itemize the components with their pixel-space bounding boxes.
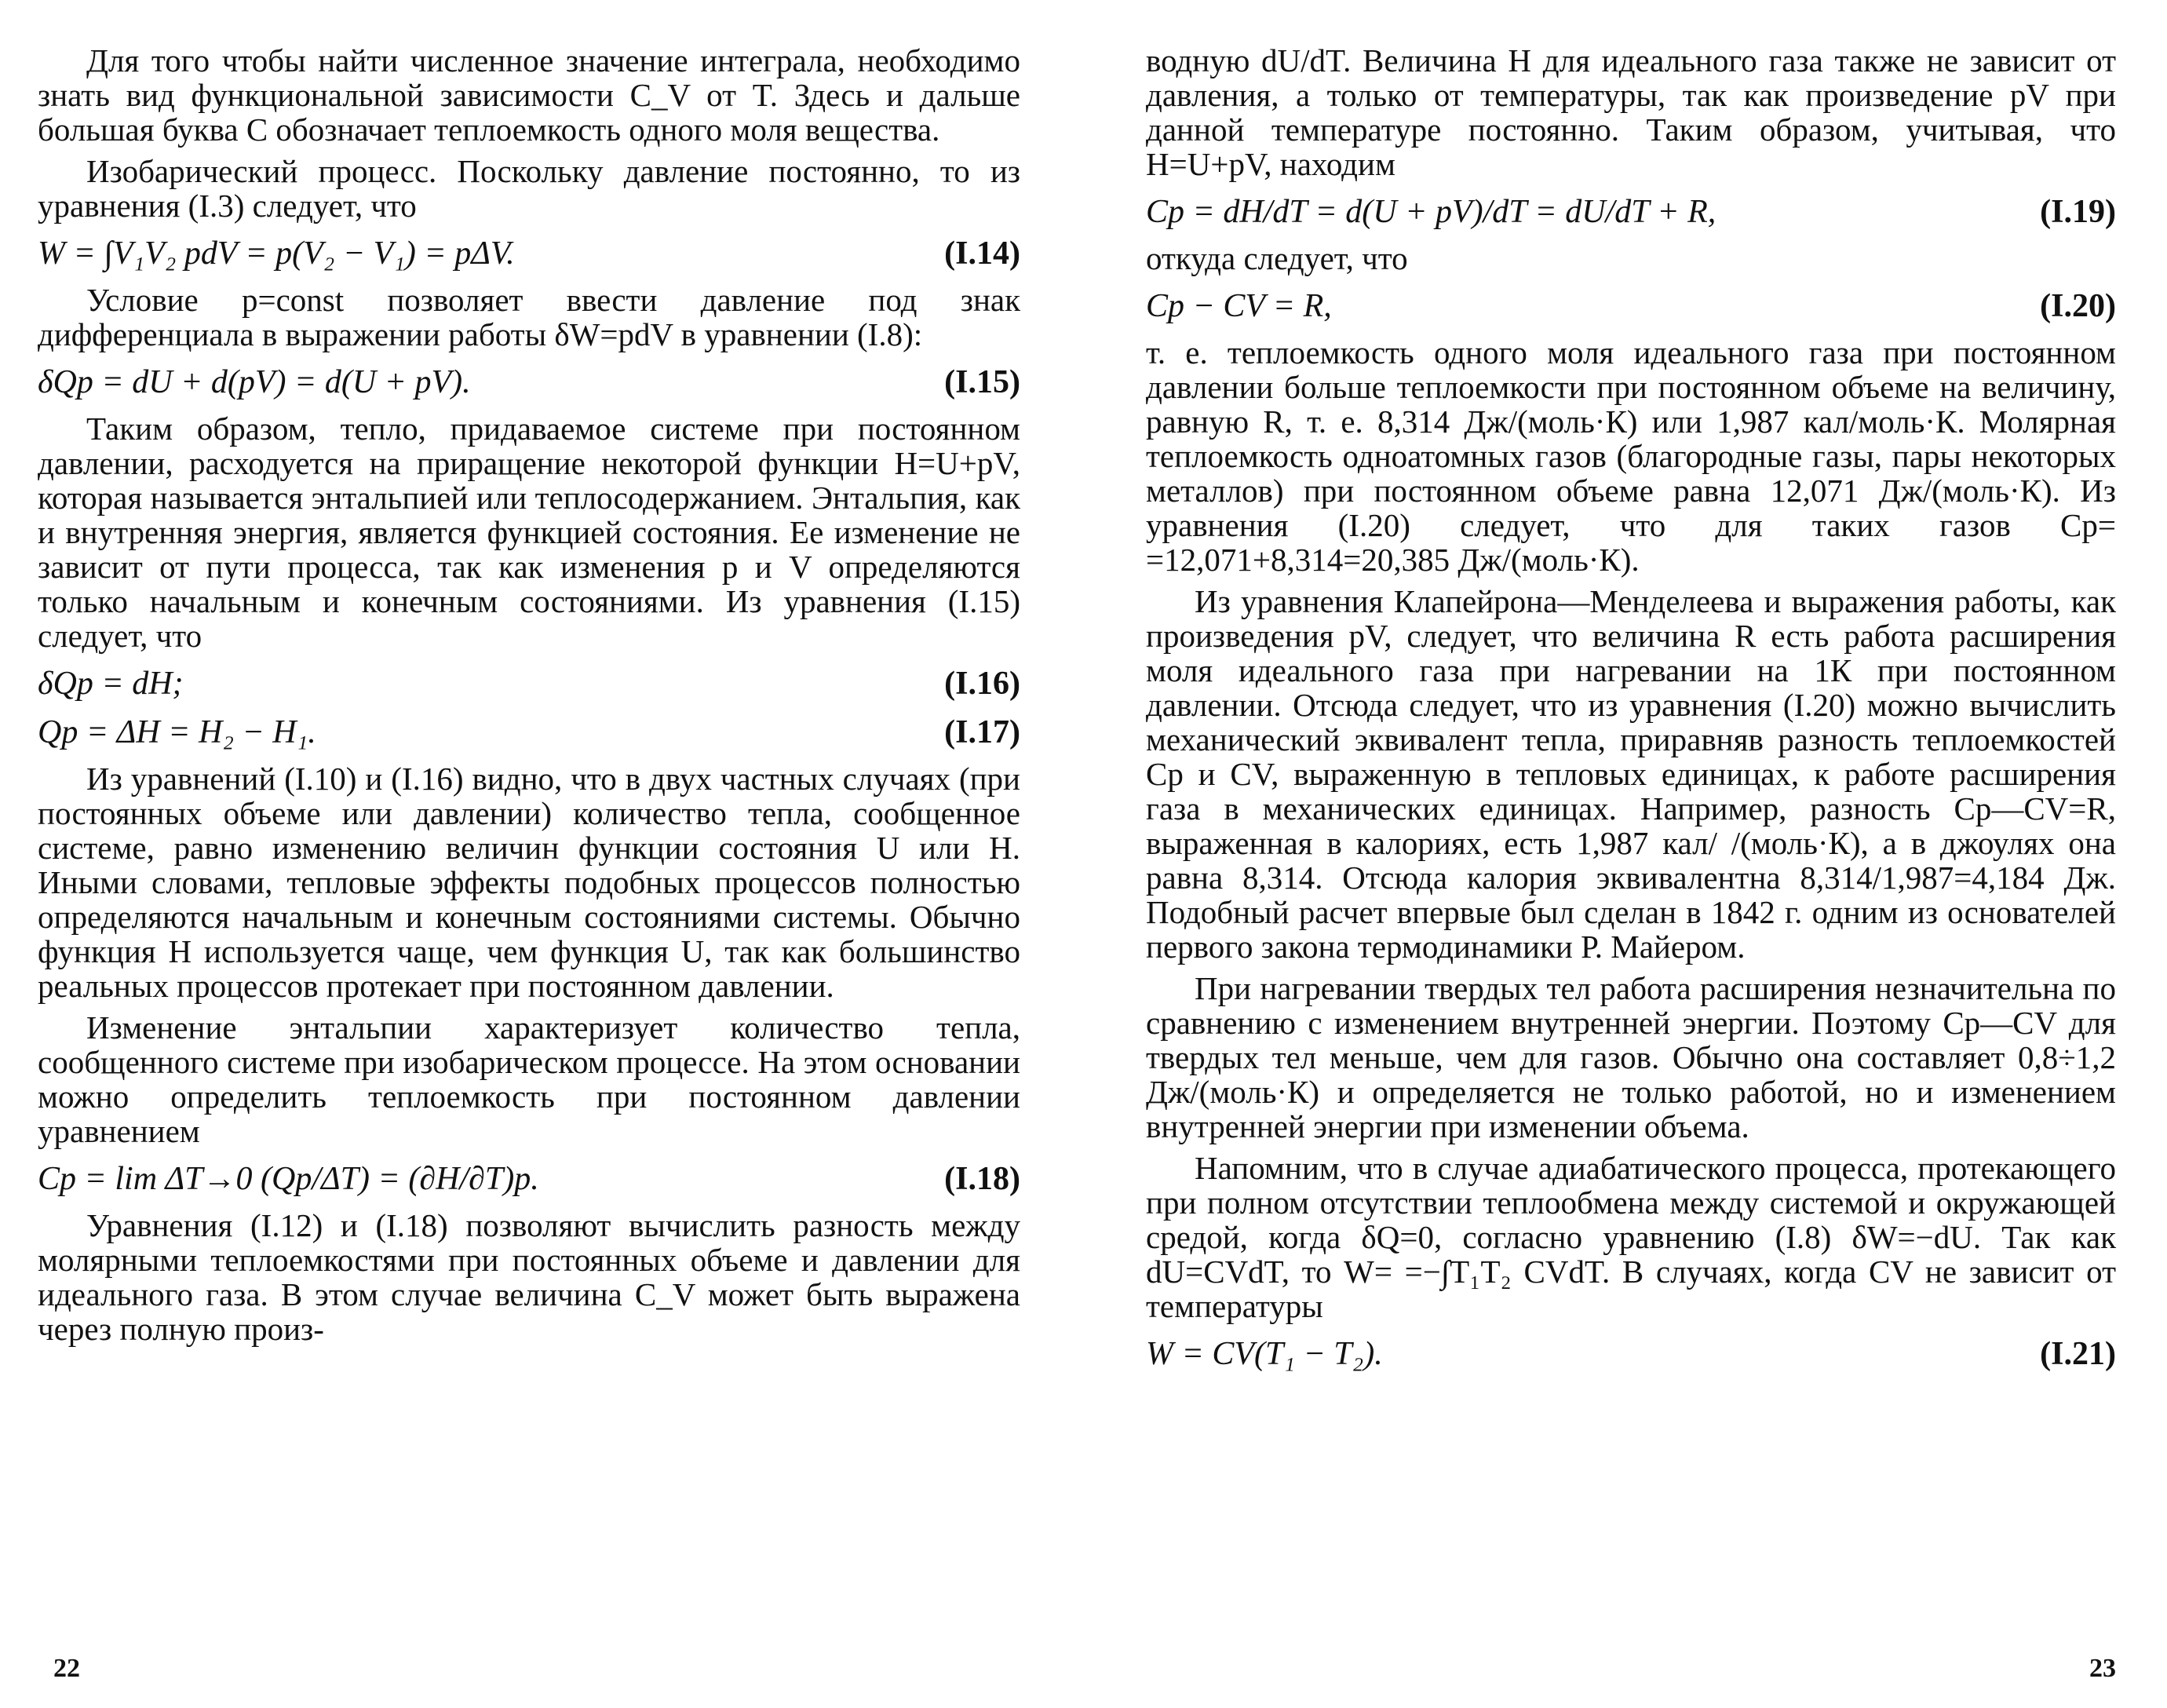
equation-number: (I.18): [944, 1161, 1020, 1197]
equation-formula: δQp = dU + d(pV) = d(U + pV).: [38, 364, 471, 400]
equation-number: (I.19): [2040, 194, 2116, 230]
equation-I-21: [1146, 1336, 2116, 1372]
equation-I-14: [38, 235, 1020, 272]
paragraph: Из уравнения Клапейрона—Менделеева и выражения работы, как произведения pV, следует, что величина R есть работа расширения моля идеального газа при нагревании на 1К при постоянном давлении. Отсюда следует, что из уравнения (I.20) можно вычислить механический эквивалент тепла, приравняв разность теплоемкостей Cp и CV, выраженную в тепловых единицах, к работе расширения газа в механических единицах. Например, разность Cp—CV=R, выраженная в калориях, есть 1,987 кал/ /(моль·К), а в джоулях она равна 8,314. Отсюда калория эквивалентна 8,314/1,987=4,184 Дж. Подобный расчет впервые был сделан в 1842 г. одним из основателей первого закона термодинамики Р. Майером.: [1146, 583, 2116, 965]
equation-formula: W = CV(T₁ − T₂).: [1146, 1336, 1383, 1372]
paragraph: При нагревании твердых тел работа расширения незначительна по сравнению с изменением внутренней энергии. Поэтому Cp—CV для твердых тел меньше, чем для газов. Обычно она составляет 0,8÷1,2 Дж/(моль·К) и определяется не только работой, но и изменением внутренней энергии при изменении объема.: [1146, 970, 2116, 1144]
equation-number: (I.15): [944, 364, 1020, 400]
page-number: 23: [2089, 1654, 2116, 1683]
paragraph: водную dU/dT. Величина H для идеального газа также не зависит от давления, а только от температуры, так как произведение pV при данной температуре постоянно. Таким образом, учитывая, что H=U+pV, находим: [1146, 42, 2116, 182]
equation-formula: δQp = dH;: [38, 666, 184, 702]
paragraph: Из уравнений (I.10) и (I.16) видно, что в двух частных случаях (при постоянных объеме или давлении) количество тепла, сообщенное системе, равно изменению величин функции состояния U или H. Иными словами, тепловые эффекты подобных процессов полностью определяются начальным и конечным состояниями системы. Обычно функция H используется чаще, чем функция U, так как большинство реальных процессов протекает при постоянном давлении.: [38, 761, 1020, 1004]
equation-I-18: [38, 1161, 1020, 1197]
page-number: 22: [53, 1654, 80, 1683]
equation-I-19: [1146, 194, 2116, 230]
paragraph: Условие p=const позволяет ввести давление под знак дифференциала в выражении работы δW=pdV в уравнении (I.8):: [38, 282, 1020, 352]
paragraph: Изобарический процесс. Поскольку давление постоянно, то из уравнения (I.3) следует, что: [38, 153, 1020, 224]
paragraph: Изменение энтальпии характеризует количество тепла, сообщенного системе при изобарическом процессе. На этом основании можно определить теплоемкость при постоянном давлении уравнением: [38, 1009, 1020, 1149]
paragraph: т. е. теплоемкость одного моля идеального газа при постоянном давлении больше теплоемкости при постоянном объеме на величину, равную R, т. е. 8,314 Дж/(моль·К) или 1,987 кал/моль·К. Молярная теплоемкость одноатомных газов (благородные газы, пары некоторых металлов) при постоянном объеме равна 12,071 Дж/(моль·К). Из уравнения (I.20) следует, что для таких газов Cp= =12,071+8,314=20,385 Дж/(моль·К).: [1146, 334, 2116, 578]
equation-I-20: [1146, 288, 2116, 324]
paragraph: Таким образом, тепло, придаваемое системе при постоянном давлении, расходуется на приращение некоторой функции H=U+pV, которая называется энтальпией или теплосодержанием. Энтальпия, как и внутренняя энергия, является функцией состояния. Ее изменение не зависит от пути процесса, так как изменения p и V определяются только начальным и конечным состояниями. Из уравнения (I.15) следует, что: [38, 411, 1020, 654]
equation-number: (I.14): [944, 235, 1020, 272]
paragraph: Для того чтобы найти численное значение интеграла, необходимо знать вид функциональной зависимости C_V от T. Здесь и дальше большая буква C обозначает теплоемкость одного моля вещества.: [38, 42, 1020, 148]
left-page: [38, 43, 1020, 1684]
right-page: [1146, 43, 2116, 1684]
equation-formula: Cp − CV = R,: [1146, 288, 1332, 324]
paragraph: откуда следует, что: [1146, 240, 1408, 276]
paragraph: Уравнения (I.12) и (I.18) позволяют вычислить разность между молярными теплоемкостями при постоянных объеме и давлении для идеального газа. В этом случае величина C_V может быть выражена через полную произ-: [38, 1207, 1020, 1347]
equation-formula: Cp = dH/dT = d(U + pV)/dT = dU/dT + R,: [1146, 194, 1716, 230]
equation-formula: Cp = lim ΔT→0 (Qp/ΔT) = (∂H/∂T)p.: [38, 1161, 539, 1197]
equation-number: (I.17): [944, 714, 1020, 750]
equation-formula: W = ∫V₁V₂ pdV = p(V₂ − V₁) = pΔV.: [38, 235, 515, 272]
equation-I-15: [38, 364, 1020, 400]
equation-I-17: [38, 714, 1020, 750]
equation-number: (I.21): [2040, 1336, 2116, 1372]
equation-number: (I.20): [2040, 288, 2116, 324]
equation-formula: Qp = ΔH = H₂ − H₁.: [38, 714, 316, 750]
equation-number: (I.16): [944, 666, 1020, 702]
equation-I-16: [38, 666, 1020, 702]
paragraph: Напомним, что в случае адиабатического процесса, протекающего при полном отсутствии теплообмена между системой и окружающей средой, когда δQ=0, согласно уравнению (I.8) δW=−dU. Так как dU=CVdT, то W= =−∫T₁T₂ CVdT. В случаях, когда CV не зависит от температуры: [1146, 1150, 2116, 1324]
